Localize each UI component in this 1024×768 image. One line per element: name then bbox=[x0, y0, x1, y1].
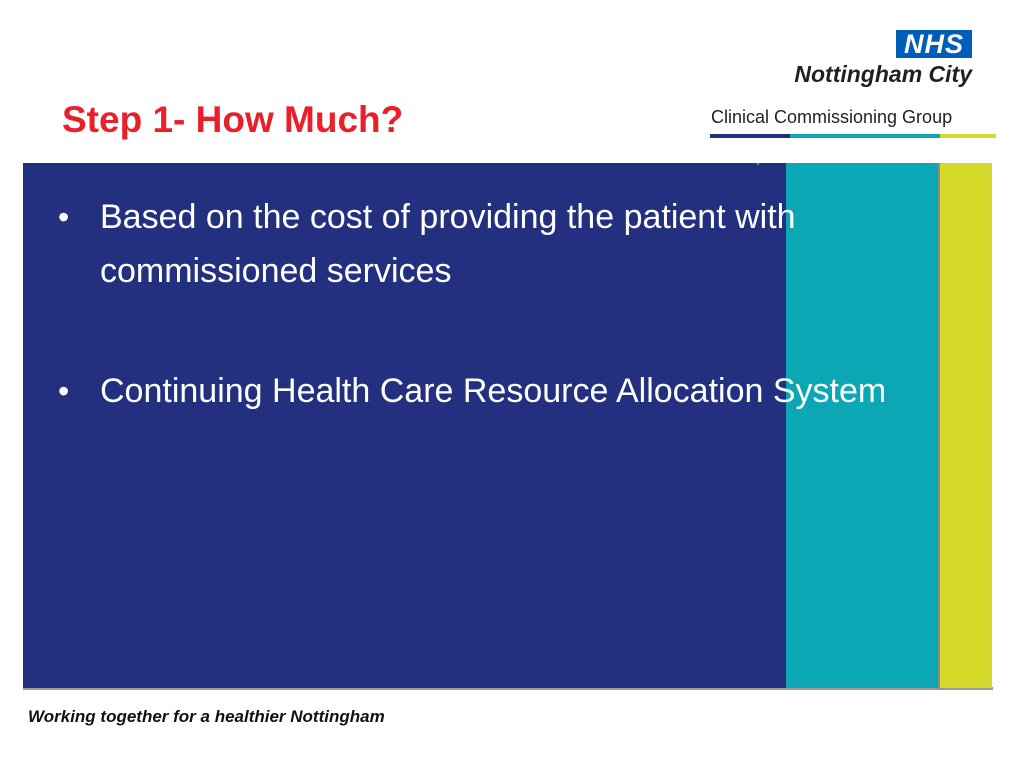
panel-divider bbox=[938, 163, 940, 690]
organisation-subtitle: Clinical Commissioning Group bbox=[711, 107, 953, 127]
bullet-list bbox=[56, 190, 936, 484]
underline-teal-segment bbox=[790, 134, 940, 138]
underline-navy-segment bbox=[710, 134, 790, 138]
bullet-text: Continuing Health Care Resource Allocation System bbox=[100, 372, 887, 410]
bullet-icon: • bbox=[58, 199, 70, 235]
bullet-item bbox=[56, 364, 936, 418]
bullet-text: Based on the cost of providing the patient with commissioned services bbox=[100, 198, 796, 290]
organisation-name: Nottingham City bbox=[794, 61, 972, 87]
logo-underline bbox=[710, 134, 996, 138]
bullet-icon: • bbox=[58, 373, 70, 409]
nhs-logo bbox=[700, 28, 1000, 143]
bullet-item bbox=[56, 190, 936, 298]
nhs-badge: NHS bbox=[896, 30, 972, 58]
footer-tagline: Working together for a healthier Nottingham bbox=[28, 707, 385, 726]
panel-divider bbox=[757, 163, 759, 165]
slide-title: Step 1- How Much? bbox=[62, 99, 404, 140]
accent-panel-lime bbox=[940, 163, 992, 688]
underline-lime-segment bbox=[940, 134, 996, 138]
